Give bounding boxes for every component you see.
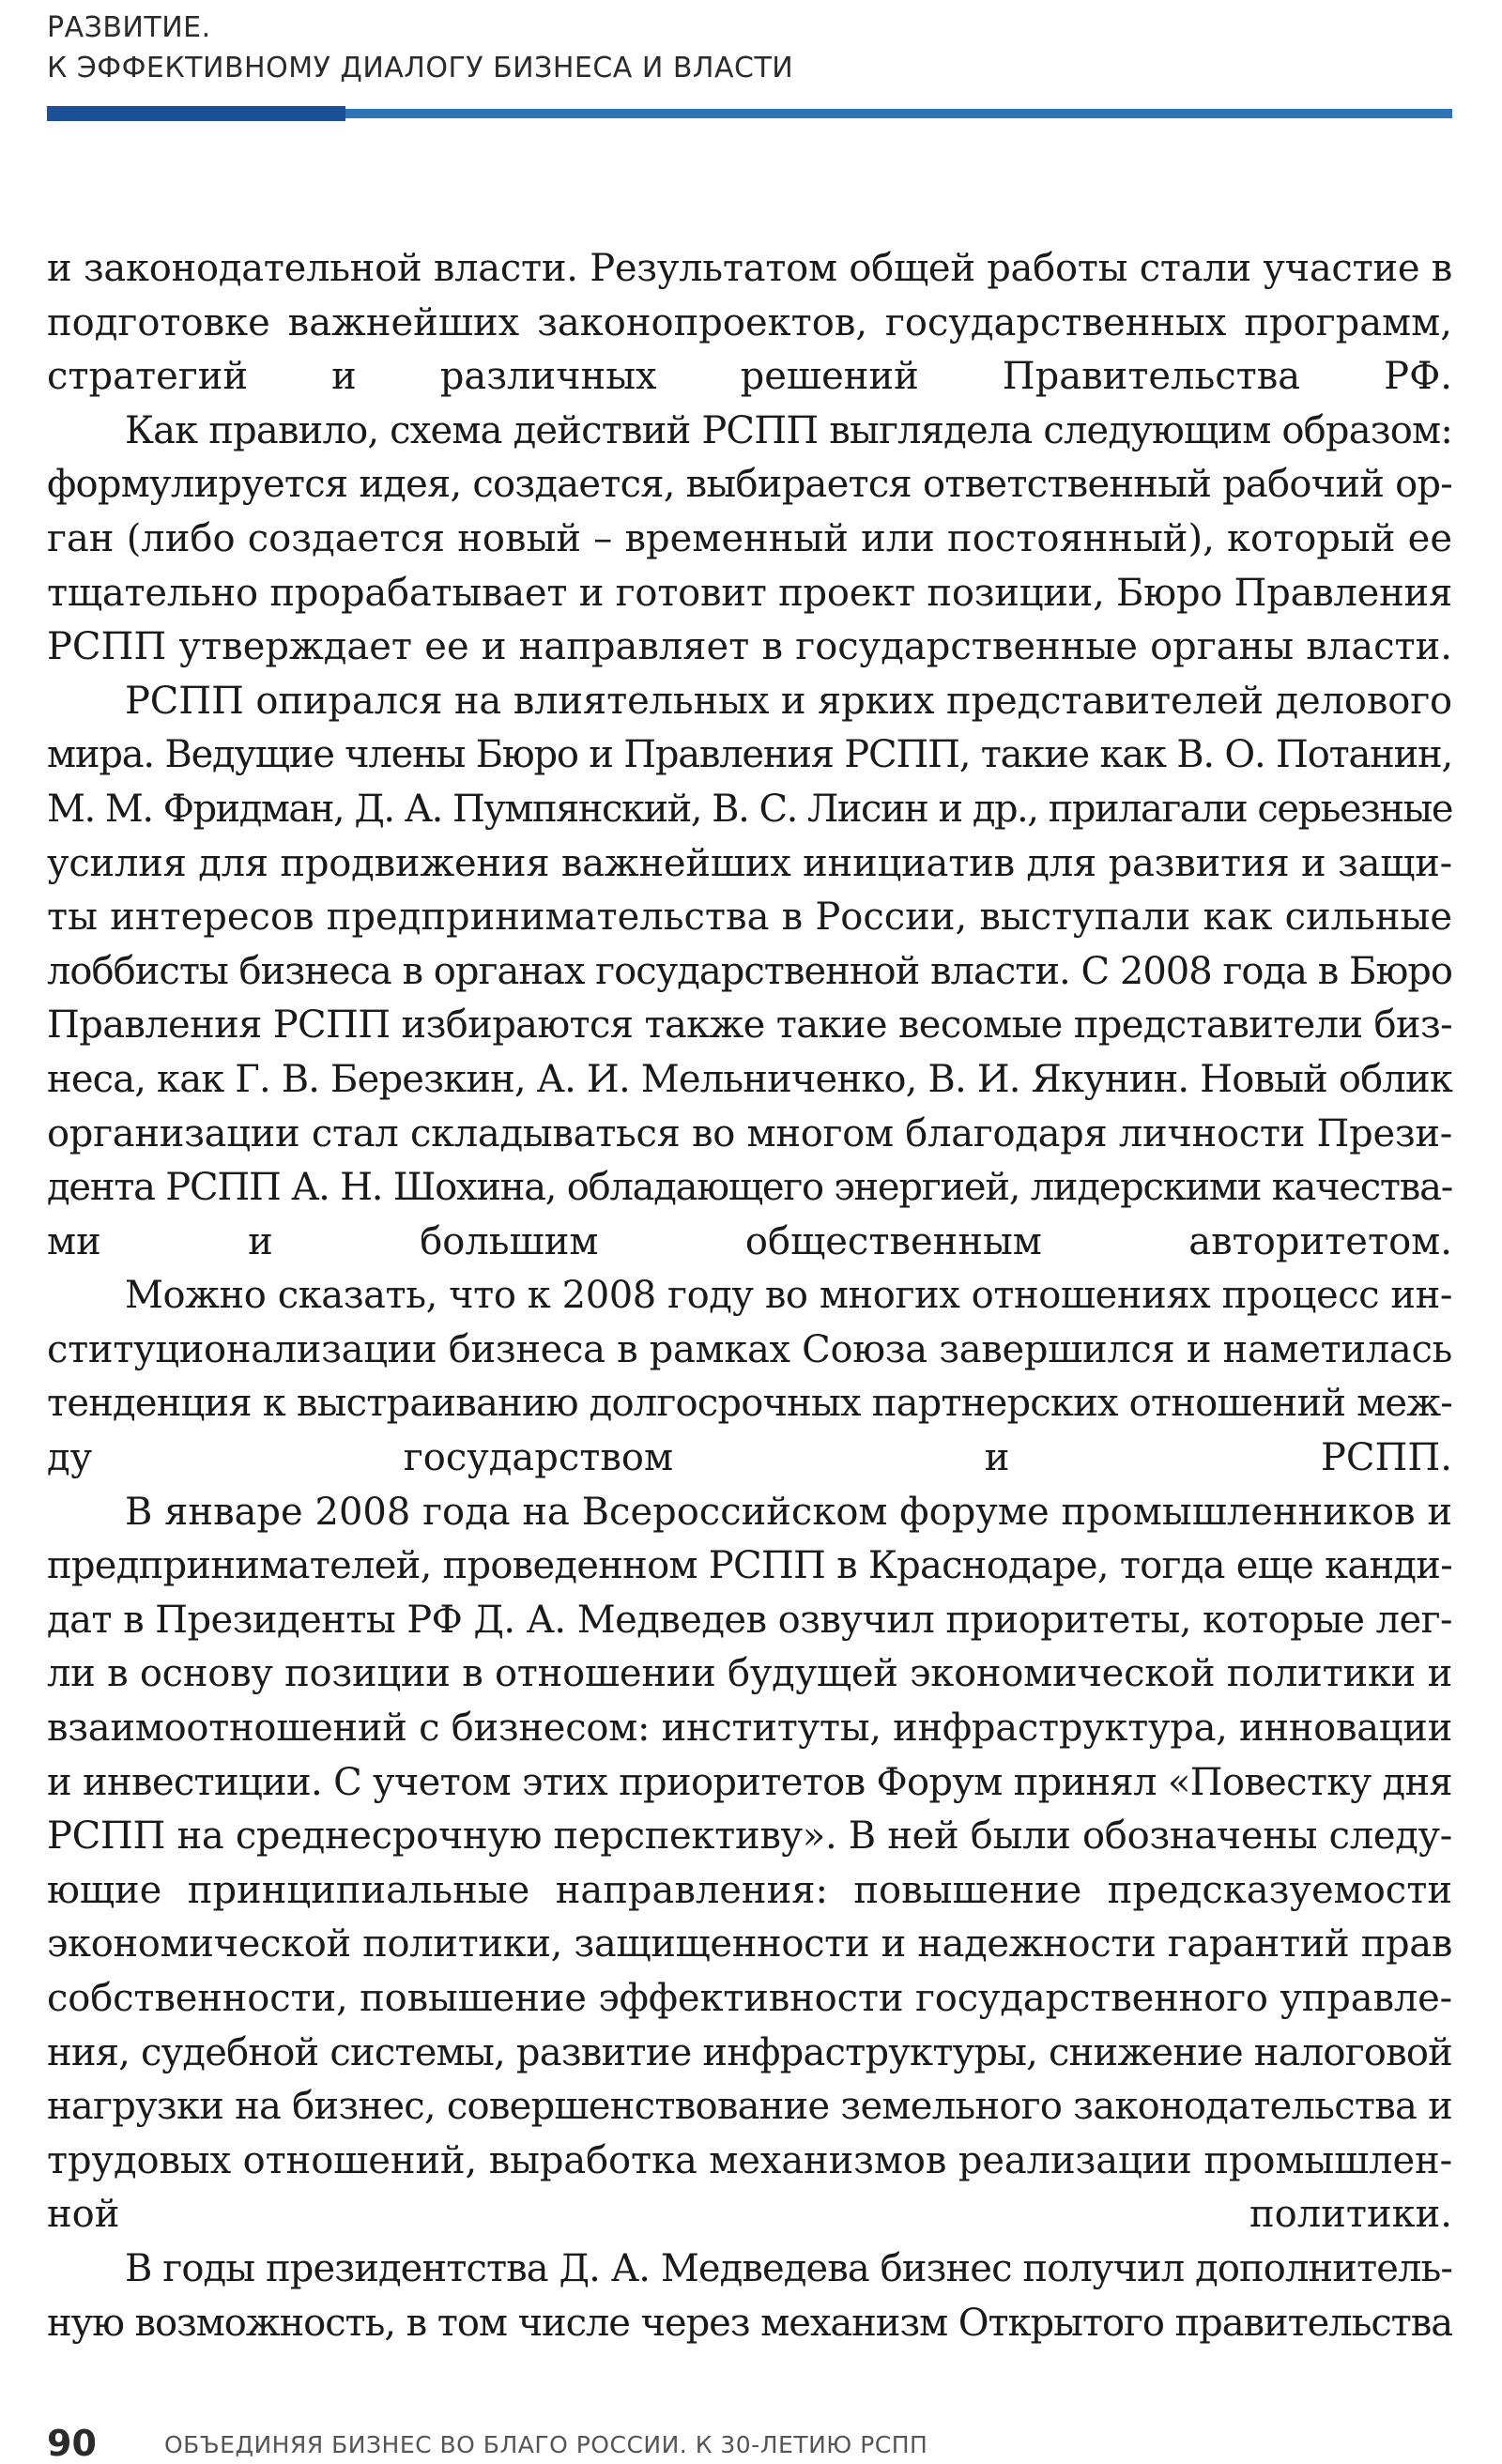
- text-line: ты интересов предпринимательства в России, выступали как сильные: [47, 895, 1452, 940]
- text-line: ной политики.: [47, 2193, 1452, 2237]
- text-line: подготовке важнейших законопроектов, государственных программ,: [47, 300, 1452, 344]
- text-line: ную возможность, в том числе через механизм Открытого правительства: [47, 2301, 1452, 2345]
- text-line: собственности, повышение эффективности государственного управле-: [47, 1977, 1452, 2020]
- text-line: и законодательной власти. Результатом общей работы стали участие в: [47, 247, 1452, 290]
- text-line: лоббисты бизнеса в органах государственной власти. С 2008 года в Бюро: [47, 949, 1452, 993]
- text-line: неса, как Г. В. Березкин, А. И. Мельниченко, В. И. Якунин. Новый облик: [47, 1057, 1452, 1101]
- text-line: и инвестиции. С учетом этих приоритетов Форум принял «Повестку дня: [47, 1760, 1452, 1804]
- header-rule-accent: [47, 106, 345, 121]
- text-line: ли в основу позиции в отношении будущей экономической политики и: [47, 1652, 1452, 1696]
- paragraph: [47, 1486, 1452, 2242]
- text-line: ган (либо создается новый – временный или постоянный), который ее: [47, 516, 1452, 560]
- body-text: [47, 242, 1452, 2350]
- paragraph: [47, 1269, 1452, 1485]
- text-line: формулируется идея, создается, выбирается ответственный рабочий ор-: [47, 463, 1452, 507]
- paragraph: [47, 405, 1452, 675]
- text-line: ституционализации бизнеса в рамках Союза завершился и наметилась: [47, 1327, 1452, 1371]
- text-line: дента РСПП А. Н. Шохина, обладающего энергией, лидерскими качества-: [47, 1166, 1452, 1210]
- text-line: ду государством и РСПП.: [47, 1436, 1452, 1480]
- text-line: РСПП опирался на влиятельных и ярких представителей делового: [125, 679, 1452, 723]
- text-line: стратегий и различных решений Правительства РФ.: [47, 355, 1452, 399]
- text-line: усилия для продвижения важнейших инициатив для развития и защи-: [47, 841, 1452, 885]
- text-line: мира. Ведущие члены Бюро и Правления РСПП, такие как В. О. Потанин,: [47, 733, 1452, 777]
- text-line: В январе 2008 года на Всероссийском форуме промышленников и: [125, 1490, 1452, 1534]
- text-line: Как правило, схема действий РСПП выглядела следующим образом:: [125, 408, 1452, 452]
- text-line: РСПП на среднесрочную перспективу». В ней были обозначены следу-: [47, 1814, 1452, 1859]
- text-line: В годы президентства Д. А. Медведева бизнес получил дополнитель-: [125, 2246, 1452, 2290]
- text-line: РСПП утверждает ее и направляет в государственные органы власти.: [47, 625, 1452, 669]
- page-number: 90: [47, 2423, 97, 2464]
- header-section-title: РАЗВИТИЕ.: [47, 11, 211, 44]
- footer-book-title: ОБЪЕДИНЯЯ БИЗНЕС ВО БЛАГО РОССИИ. К 30-ЛЕТИЮ РСПП: [164, 2431, 928, 2458]
- text-line: тщательно прорабатывает и готовит проект позиции, Бюро Правления: [47, 571, 1452, 615]
- text-line: ми и большим общественным авторитетом.: [47, 1219, 1452, 1263]
- text-line: нагрузки на бизнес, совершенствование земельного законодательства и: [47, 2085, 1452, 2129]
- text-line: взаимоотношений с бизнесом: институты, инфраструктура, инновации: [47, 1706, 1452, 1751]
- text-line: Правления РСПП избираются также такие весомые представители биз-: [47, 1003, 1452, 1048]
- header-chapter-title: К ЭФФЕКТИВНОМУ ДИАЛОГУ БИЗНЕСА И ВЛАСТИ: [47, 52, 794, 84]
- paragraph: [47, 675, 1452, 1270]
- paragraph: [47, 242, 1452, 405]
- text-line: Можно сказать, что к 2008 году во многих отношениях процесс ин-: [124, 1274, 1452, 1318]
- text-line: организации стал складываться во многом благодаря личности Прези-: [47, 1111, 1452, 1155]
- paragraph: [47, 2242, 1452, 2350]
- text-line: тенденция к выстраиванию долгосрочных партнерских отношений меж-: [47, 1382, 1452, 1426]
- text-line: предпринимателей, проведенном РСПП в Краснодаре, тогда еще канди-: [47, 1544, 1452, 1588]
- text-line: ния, судебной системы, развитие инфраструктуры, снижение налоговой: [47, 2030, 1452, 2074]
- text-line: М. М. Фридман, Д. А. Пумпянский, В. С. Лисин и др., прилагали серьезные: [47, 787, 1452, 831]
- text-line: трудовых отношений, выработка механизмов реализации промышлен-: [47, 2138, 1452, 2182]
- text-line: дат в Президенты РФ Д. А. Медведев озвучил приоритеты, которые лег-: [47, 1598, 1452, 1642]
- text-line: экономической политики, защищенности и надежности гарантий прав: [47, 1922, 1452, 1967]
- text-line: ющие принципиальные направления: повышение предсказуемости: [47, 1868, 1452, 1912]
- running-header: [47, 8, 1455, 88]
